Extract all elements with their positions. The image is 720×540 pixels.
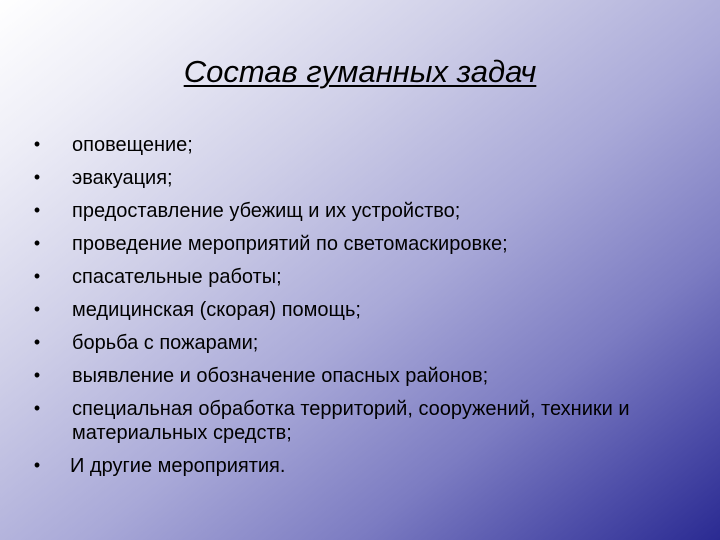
list-item-text: оповещение; — [72, 134, 193, 156]
list-item — [28, 265, 688, 289]
list-item — [28, 331, 688, 355]
list-item-text: борьба с пожарами; — [72, 332, 259, 354]
bullet-icon: • — [33, 266, 41, 286]
list-item-text: специальная обработка территорий, сооружений, техники и материальных средств; — [72, 398, 630, 444]
bullet-icon: • — [33, 398, 41, 418]
list-item-text: спасательные работы; — [72, 266, 282, 288]
list-item-text: предоставление убежищ и их устройство; — [72, 200, 461, 222]
bullet-icon: • — [33, 299, 41, 319]
list-item — [28, 166, 688, 190]
list-item-text: медицинская (скорая) помощь; — [72, 299, 361, 321]
bullet-icon: • — [33, 167, 41, 187]
bullet-icon: • — [33, 200, 41, 220]
slide-title: Состав гуманных задач — [183, 54, 537, 89]
list-item-text: эвакуация; — [72, 167, 173, 189]
bullet-icon: • — [33, 455, 41, 475]
list-item — [28, 364, 688, 388]
list-item — [28, 298, 688, 322]
list-item-text: И другие мероприятия. — [70, 455, 286, 477]
bullet-icon: • — [33, 134, 41, 154]
bullet-icon: • — [33, 233, 41, 253]
list-item — [28, 133, 688, 157]
list-item-text: проведение мероприятий по светомаскировке; — [72, 233, 508, 255]
list-item-text: выявление и обозначение опасных районов; — [72, 365, 489, 387]
bullet-icon: • — [33, 365, 41, 385]
list-item — [28, 232, 688, 256]
bullet-icon: • — [33, 332, 41, 352]
list-item — [28, 199, 688, 223]
bullet-list — [28, 133, 688, 487]
list-item — [28, 397, 688, 445]
list-item — [28, 454, 688, 478]
